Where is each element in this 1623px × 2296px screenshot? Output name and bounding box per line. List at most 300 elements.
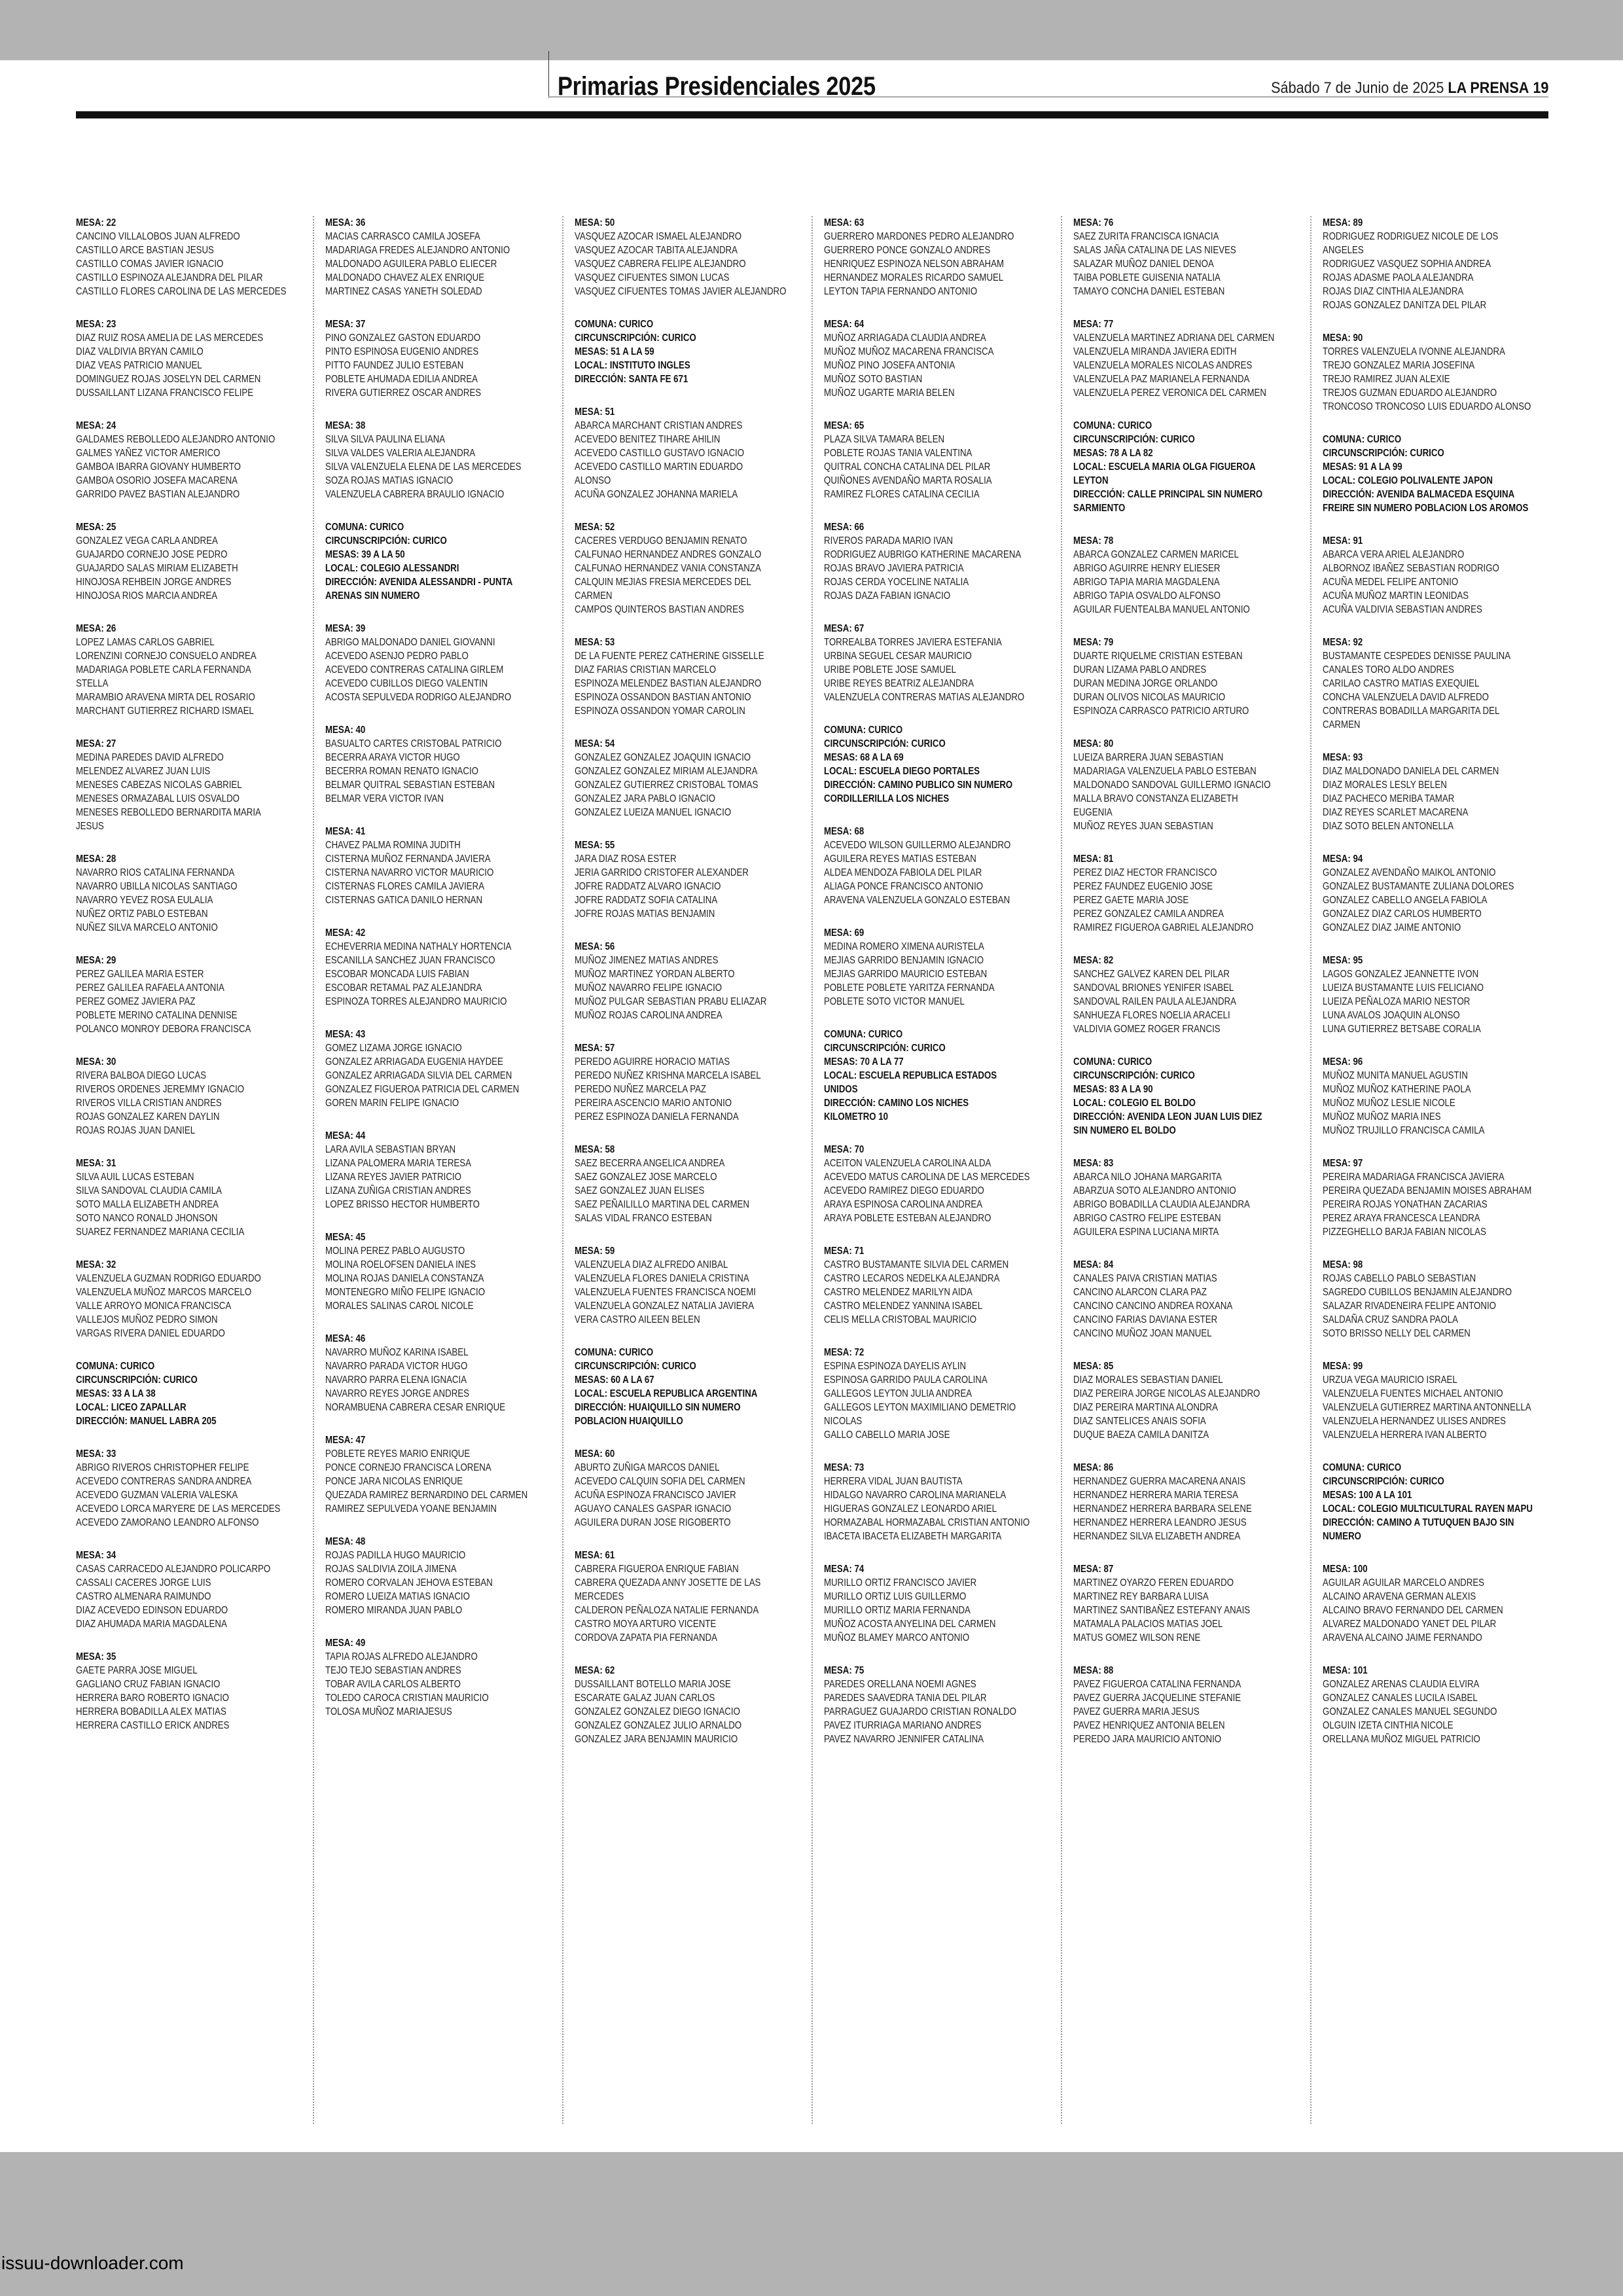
mesa-heading: MESA: 60 [575, 1448, 615, 1460]
mesa-heading: MESA: 70 [824, 1144, 865, 1155]
voter-name: HERNANDEZ HERRERA LEANDRO JESUS [1073, 1517, 1247, 1528]
mesa-block [575, 1244, 792, 1327]
voter-name: CONTRERAS BOBADILLA MARGARITA DEL [1323, 706, 1500, 717]
voter-name: SAEZ GONZALEZ JUAN ELISES [575, 1185, 705, 1196]
voter-name: GONZALEZ AVENDAÑO MAIKOL ANTONIO [1323, 867, 1496, 878]
location-line: COMUNA: CURICO [575, 319, 654, 330]
mesa-heading: MESA: 71 [824, 1246, 865, 1257]
voter-name: MARAMBIO ARAVENA MIRTA DEL ROSARIO [76, 692, 255, 703]
voter-name: NAVARRO PARRA ELENA IGNACIA [325, 1374, 467, 1386]
voter-name: VALLE ARROYO MONICA FRANCISCA [76, 1300, 232, 1312]
voter-name: CASTILLO ARCE BASTIAN JESUS [76, 245, 214, 256]
voter-name: PAVEZ GUERRA JACQUELINE STEFANIE [1073, 1693, 1241, 1704]
voter-name: GONZALEZ GONZALEZ DIEGO IGNACIO [575, 1706, 740, 1717]
mesa-block [76, 1650, 293, 1732]
column-separator [812, 216, 813, 2124]
voter-name: SANDOVAL BRIONES YENIFER ISABEL [1073, 982, 1234, 994]
mesa-block [1073, 1664, 1291, 1746]
voter-name: RODRIGUEZ VASQUEZ SOPHIA ANDREA [1323, 259, 1491, 270]
mesa-heading: MESA: 72 [824, 1347, 865, 1358]
voter-name: MUÑOZ BLAMEY MARCO ANTONIO [824, 1632, 970, 1643]
voter-name: ORELLANA MUÑOZ MIGUEL PATRICIO [1323, 1734, 1480, 1745]
voter-name: PEREDO NUÑEZ KRISHNA MARCELA ISABEL [575, 1070, 761, 1081]
mesa-heading: MESA: 54 [575, 738, 615, 749]
voter-name: VALENZUELA HERRERA IVAN ALBERTO [1323, 1429, 1487, 1441]
voter-name: ACUÑA MUÑOZ MARTIN LEONIDAS [1323, 590, 1469, 601]
mesa-heading: MESA: 97 [1323, 1158, 1363, 1169]
voter-name: PEREZ GAETE MARIA JOSE [1073, 895, 1189, 906]
mesa-block [76, 737, 293, 833]
voter-name: CALDERON PEÑALOZA NATALIE FERNANDA [575, 1605, 759, 1616]
voter-name: VALENZUELA FLORES DANIELA CRISTINA [575, 1273, 749, 1284]
location-line: MESAS: 51 A LA 59 [575, 346, 654, 357]
voter-name: MEJIAS GARRIDO BENJAMIN IGNACIO [824, 955, 984, 966]
voter-name: QUEZADA RAMIREZ BERNARDINO DEL CARMEN [325, 1490, 528, 1501]
location-line: CIRCUNSCRIPCIÓN: CURICO [824, 1043, 946, 1054]
voter-name: ROJAS GONZALEZ DANITZA DEL PILAR [1323, 300, 1487, 311]
voter-name: ACEVEDO ASENJO PEDRO PABLO [325, 651, 469, 662]
mesa-heading: MESA: 23 [76, 319, 116, 330]
voter-name: OLGUIN IZETA CINTHIA NICOLE [1323, 1720, 1454, 1731]
location-line: MESAS: 100 A LA 101 [1323, 1490, 1412, 1501]
mesa-block [575, 405, 792, 501]
voter-name: AGUILERA ESPINA LUCIANA MIRTA [1073, 1227, 1219, 1238]
voter-name: CANCINO FARIAS DAVIANA ESTER [1073, 1314, 1218, 1325]
mesa-block [1323, 954, 1540, 1036]
voter-name: CASTRO MELENDEZ MARILYN AIDA [824, 1287, 972, 1298]
voter-name: HERNANDEZ MORALES RICARDO SAMUEL [824, 272, 1004, 283]
voter-name: HERNANDEZ HERRERA MARIA TERESA [1073, 1490, 1238, 1501]
voter-name: HIDALGO NAVARRO CAROLINA MARIANELA [824, 1490, 1007, 1501]
mesa-heading: MESA: 30 [76, 1056, 116, 1067]
voter-name: AGUILERA REYES MATIAS ESTEBAN [824, 853, 976, 865]
voter-name: JARA DIAZ ROSA ESTER [575, 853, 677, 865]
voter-name: ABRIGO TAPIA OSVALDO ALFONSO [1073, 590, 1221, 601]
mesa-heading: MESA: 95 [1323, 955, 1363, 966]
voter-name: MUÑOZ UGARTE MARIA BELEN [824, 387, 955, 399]
voter-name: SOTO MALLA ELIZABETH ANDREA [76, 1199, 219, 1210]
voter-name: PINO GONZALEZ GASTON EDUARDO [325, 332, 481, 344]
voter-name: TAIBA POBLETE GUISENIA NATALIA [1073, 272, 1221, 283]
mesa-heading: MESA: 37 [325, 319, 366, 330]
column-separator [1061, 216, 1062, 2124]
mesa-block [1323, 1258, 1540, 1340]
location-line: ARENAS SIN NUMERO [325, 590, 420, 601]
voter-name: VALENZUELA MARTINEZ ADRIANA DEL CARMEN [1073, 332, 1275, 344]
voter-name: GALLEGOS LEYTON JULIA ANDREA [824, 1388, 972, 1399]
mesa-block [1323, 534, 1540, 617]
voter-name: SALAS VIDAL FRANCO ESTEBAN [575, 1213, 712, 1224]
voter-name: ACEVEDO CONTRERAS CATALINA GIRLEM [325, 664, 504, 675]
voter-name: ESCANILLA SANCHEZ JUAN FRANCISCO [325, 955, 495, 966]
mesa-heading: MESA: 40 [325, 725, 366, 736]
mesa-block [76, 1157, 293, 1239]
voter-name: HERRERA CASTILLO ERICK ANDRES [76, 1720, 230, 1731]
voter-name: ESPINOZA CARRASCO PATRICIO ARTURO [1073, 706, 1249, 717]
location-line: MESAS: 60 A LA 67 [575, 1374, 654, 1386]
voter-name: ALBORNOZ IBAÑEZ SEBASTIAN RODRIGO [1323, 563, 1499, 574]
voter-name: ROMERO LUEIZA MATIAS IGNACIO [325, 1591, 470, 1602]
mesa-heading: MESA: 83 [1073, 1158, 1114, 1169]
mesa-block [325, 1129, 543, 1211]
mesa-heading: MESA: 80 [1073, 738, 1114, 749]
location-line: LOCAL: ESCUELA MARIA OLGA FIGUEROA [1073, 461, 1256, 473]
mesa-block [824, 622, 1041, 704]
column-3 [575, 216, 791, 2127]
mesa-block [76, 317, 293, 400]
voter-name: LORENZINI CORNEJO CONSUELO ANDREA [76, 651, 257, 662]
voter-name: MACIAS CARRASCO CAMILA JOSEFA [325, 231, 480, 242]
voter-name: CONCHA VALENZUELA DAVID ALFREDO [1323, 692, 1489, 703]
voter-name: MARTINEZ OYARZO FEREN EDUARDO [1073, 1577, 1234, 1588]
voter-name: JESUS [76, 821, 104, 832]
voter-name: PEREIRA ROJAS YONATHAN ZACARIAS [1323, 1199, 1488, 1210]
location-line: LOCAL: COLEGIO ALESSANDRI [325, 563, 459, 574]
voter-name: MELENDEZ ALVAREZ JUAN LUIS [76, 766, 211, 777]
voter-name: SAEZ BECERRA ANGELICA ANDREA [575, 1158, 725, 1169]
mesa-block [1073, 1562, 1291, 1645]
voter-name: TREJOS GUZMAN EDUARDO ALEJANDRO [1323, 387, 1497, 399]
voter-name: ARAYA POBLETE ESTEBAN ALEJANDRO [824, 1213, 991, 1224]
mesa-block [1323, 1055, 1540, 1138]
voter-name: ACUÑA ESPINOZA FRANCISCO JAVIER [575, 1490, 736, 1501]
voter-name: MENESES ORMAZABAL LUIS OSVALDO [76, 793, 240, 804]
mesa-heading: MESA: 41 [325, 826, 366, 837]
voter-name: MATAMALA PALACIOS MATIAS JOEL [1073, 1619, 1223, 1630]
mesa-heading: MESA: 75 [824, 1665, 865, 1676]
voter-name: LUNA GUTIERREZ BETSABE CORALIA [1323, 1024, 1481, 1035]
voter-name: ACEVEDO MATUS CAROLINA DE LAS MERCEDES [824, 1172, 1030, 1183]
voter-name: ALONSO [575, 475, 611, 486]
mesa-heading: MESA: 99 [1323, 1361, 1363, 1372]
mesa-heading: MESA: 67 [824, 623, 865, 634]
voter-name: DOMINGUEZ ROJAS JOSELYN DEL CARMEN [76, 374, 261, 385]
mesa-heading: MESA: 94 [1323, 853, 1363, 865]
mesa-heading: MESA: 52 [575, 522, 615, 533]
voter-name: CALFUNAO HERNANDEZ ANDRES GONZALO [575, 549, 762, 560]
voter-name: ROJAS PADILLA HUGO MAURICIO [325, 1550, 466, 1561]
voter-name: MENESES REBOLLEDO BERNARDITA MARIA [76, 807, 261, 818]
mesa-heading: MESA: 25 [76, 522, 116, 533]
mesa-block [824, 216, 1041, 298]
voter-name: ESCOBAR RETAMAL PAZ ALEJANDRA [325, 982, 482, 994]
voter-name: SALAZAR RIVADENEIRA FELIPE ANTONIO [1323, 1300, 1496, 1312]
location-line: CIRCUNSCRIPCIÓN: CURICO [1323, 448, 1444, 459]
voter-name: ESCOBAR MONCADA LUIS FABIAN [325, 969, 469, 980]
voter-name: ALDEA MENDOZA FABIOLA DEL PILAR [824, 867, 982, 878]
voter-name: ACEVEDO CONTRERAS SANDRA ANDREA [76, 1476, 252, 1487]
voter-name: SILVA VALDES VALERIA ALEJANDRA [325, 448, 476, 459]
location-line: MESAS: 68 A LA 69 [824, 752, 904, 763]
voter-name: MURILLO ORTIZ FRANCISCO JAVIER [824, 1577, 977, 1588]
voter-name: GONZALEZ CABELLO ANGELA FABIOLA [1323, 895, 1488, 906]
voter-name: ANGELES [1323, 245, 1364, 256]
voter-name: MOLINA ROJAS DANIELA CONSTANZA [325, 1273, 484, 1284]
voter-name: ABRIGO RIVEROS CHRISTOPHER FELIPE [76, 1462, 249, 1473]
mesa-block [1073, 852, 1291, 935]
voter-name: CASTRO MELENDEZ YANNINA ISABEL [824, 1300, 983, 1312]
voter-name: ABARZUA SOTO ALEJANDRO ANTONIO [1073, 1185, 1236, 1196]
mesa-block [76, 1055, 293, 1138]
voter-name: JOFRE RADDATZ SOFIA CATALINA [575, 895, 718, 906]
voter-name: NUÑEZ ORTIZ PABLO ESTEBAN [76, 908, 208, 920]
mesa-block [325, 622, 543, 704]
voter-name: HIGUERAS GONZALEZ LEONARDO ARIEL [824, 1503, 997, 1515]
voter-name: AGUAYO CANALES GASPAR IGNACIO [575, 1503, 732, 1515]
mesa-block [824, 419, 1041, 501]
voter-name: CASTRO ALMENARA RAIMUNDO [76, 1591, 211, 1602]
mesa-block [575, 940, 792, 1022]
voter-name: ROJAS BRAVO JAVIERA PATRICIA [824, 563, 964, 574]
voter-name: ROMERO CORVALAN JEHOVA ESTEBAN [325, 1577, 493, 1588]
voter-name: HERRERA BARO ROBERTO IGNACIO [76, 1693, 229, 1704]
voter-name: PEREZ ESPINOZA DANIELA FERNANDA [575, 1111, 739, 1122]
voter-name: CALQUIN MEJIAS FRESIA MERCEDES DEL [575, 577, 751, 588]
voter-name: ROJAS DIAZ CINTHIA ALEJANDRA [1323, 286, 1464, 297]
mesa-block [1073, 954, 1291, 1036]
voter-name: RIVEROS ORDENES JEREMMY IGNACIO [76, 1084, 245, 1095]
voter-name: PAVEZ FIGUEROA CATALINA FERNANDA [1073, 1679, 1241, 1690]
voter-name: LUEIZA BARRERA JUAN SEBASTIAN [1073, 752, 1224, 763]
voter-name: ROJAS DAZA FABIAN IGNACIO [824, 590, 951, 601]
voter-name: CORDOVA ZAPATA PIA FERNANDA [575, 1632, 718, 1643]
voter-name: PLAZA SILVA TAMARA BELEN [824, 434, 945, 445]
mesa-heading: MESA: 32 [76, 1259, 116, 1270]
mesa-heading: MESA: 77 [1073, 319, 1114, 330]
voter-name: CASTILLO COMAS JAVIER IGNACIO [76, 259, 224, 270]
location-line: CIRCUNSCRIPCIÓN: CURICO [575, 1361, 696, 1372]
mesa-block [824, 1143, 1041, 1225]
voter-name: LIZANA PALOMERA MARIA TERESA [325, 1158, 471, 1169]
voter-name: MUÑOZ ACOSTA ANYELINA DEL CARMEN [824, 1619, 996, 1630]
mesa-heading: MESA: 62 [575, 1665, 615, 1676]
voter-name: DIAZ MORALES LESLY BELEN [1323, 780, 1447, 791]
voter-name: VASQUEZ CABRERA FELIPE ALEJANDRO [575, 259, 746, 270]
voter-name: PONCE CORNEJO FRANCISCA LORENA [325, 1462, 491, 1473]
voter-name: LOPEZ LAMAS CARLOS GABRIEL [76, 637, 215, 648]
voter-name: PITTO FAUNDEZ JULIO ESTEBAN [325, 360, 464, 371]
voter-name: MUÑOZ ROJAS CAROLINA ANDREA [575, 1010, 722, 1021]
voter-name: PAVEZ GUERRA MARIA JESUS [1073, 1706, 1200, 1717]
voter-name: DIAZ MALDONADO DANIELA DEL CARMEN [1323, 766, 1499, 777]
voter-name: MUÑOZ MUÑOZ LESLIE NICOLE [1323, 1098, 1455, 1109]
voter-name: ABARCA NILO JOHANA MARGARITA [1073, 1172, 1222, 1183]
voter-name: CASTRO BUSTAMANTE SILVIA DEL CARMEN [824, 1259, 1009, 1270]
location-line: DIRECCIÓN: CAMINO PUBLICO SIN NUMERO [824, 780, 1013, 791]
voter-name: GONZALEZ GONZALEZ JOAQUIN IGNACIO [575, 752, 751, 763]
mesa-block [575, 1447, 792, 1530]
voter-name: VALENZUELA MUÑOZ MARCOS MARCELO [76, 1287, 252, 1298]
voter-name: PEREDO AGUIRRE HORACIO MATIAS [575, 1056, 730, 1067]
location-line: COMUNA: CURICO [575, 1347, 654, 1358]
voter-name: ABARCA VERA ARIEL ALEJANDRO [1323, 549, 1465, 560]
voter-name: NICOLAS [824, 1416, 863, 1427]
polling-location-block [575, 317, 792, 386]
location-line: CIRCUNSCRIPCIÓN: CURICO [1073, 434, 1195, 445]
mesa-block [325, 825, 543, 907]
mesa-heading: MESA: 57 [575, 1043, 615, 1054]
voter-name: TREJO RAMIREZ JUAN ALEXIE [1323, 374, 1450, 385]
mesa-heading: MESA: 85 [1073, 1361, 1114, 1372]
mesa-block [325, 1433, 543, 1516]
voter-name: PEREZ GOMEZ JAVIERA PAZ [76, 996, 196, 1007]
voter-name: RAMIREZ FLORES CATALINA CECILIA [824, 489, 980, 500]
mesa-block [1073, 737, 1291, 833]
voter-name: PAREDES ORELLANA NOEMI AGNES [824, 1679, 976, 1690]
location-line: DIRECCIÓN: AVENIDA LEON JUAN LUIS DIEZ [1073, 1111, 1262, 1122]
voter-name: DIAZ PACHECO MERIBA TAMAR [1323, 793, 1455, 804]
voter-name: GUAJARDO SALAS MIRIAM ELIZABETH [76, 563, 238, 574]
location-line: DIRECCIÓN: CALLE PRINCIPAL SIN NUMERO [1073, 489, 1263, 500]
voter-name: MALDONADO CHAVEZ ALEX ENRIQUE [325, 272, 485, 283]
mesa-heading: MESA: 90 [1323, 332, 1363, 344]
voter-name: DIAZ PEREIRA MARTINA ALONDRA [1073, 1402, 1218, 1413]
mesa-block [76, 852, 293, 935]
mesa-heading: MESA: 33 [76, 1448, 116, 1460]
voter-name: CANCINO VILLALOBOS JUAN ALFREDO [76, 231, 240, 242]
voter-name: MUÑOZ MUNITA MANUEL AGUSTIN [1323, 1070, 1468, 1081]
voter-name: GONZALEZ JARA PABLO IGNACIO [575, 793, 716, 804]
location-line: MESAS: 91 A LA 99 [1323, 461, 1402, 473]
voter-name: MONTENEGRO MIÑO FELIPE IGNACIO [325, 1287, 486, 1298]
voter-name: VALLEJOS MUÑOZ PEDRO SIMON [76, 1314, 218, 1325]
voter-name: PEREZ GONZALEZ CAMILA ANDREA [1073, 908, 1224, 920]
mesa-block [325, 216, 543, 298]
voter-name: VALENZUELA PAZ MARIANELA FERNANDA [1073, 374, 1250, 385]
voter-name: DURAN LIZAMA PABLO ANDRES [1073, 664, 1207, 675]
voter-name: SANCHEZ GALVEZ KAREN DEL PILAR [1073, 969, 1230, 980]
mesa-block [575, 1041, 792, 1124]
voter-name: TAPIA ROJAS ALFREDO ALEJANDRO [325, 1651, 478, 1662]
voter-name: ARAVENA VALENZUELA GONZALO ESTEBAN [824, 895, 1010, 906]
voter-name: BUSTAMANTE CESPEDES DENISSE PAULINA [1323, 651, 1511, 662]
voter-name: VALENZUELA CABRERA BRAULIO IGNACIO [325, 489, 505, 500]
voter-name: ROJAS ADASME PAOLA ALEJANDRA [1323, 272, 1474, 283]
voter-name: MADARIAGA FREDES ALEJANDRO ANTONIO [325, 245, 510, 256]
voter-name: EUGENIA [1073, 807, 1113, 818]
voter-name: ABRIGO TAPIA MARIA MAGDALENA [1073, 577, 1220, 588]
voter-name: NAVARRO YEVEZ ROSA EULALIA [76, 895, 213, 906]
voter-name: ACEITON VALENZUELA CAROLINA ALDA [824, 1158, 991, 1169]
voter-name: ABURTO ZUÑIGA MARCOS DANIEL [575, 1462, 720, 1473]
location-line: DIRECCIÓN: AVENIDA BALMACEDA ESQUINA [1323, 489, 1515, 500]
watermark-footer: issuu-downloader.com [1, 2253, 184, 2273]
mesa-heading: MESA: 79 [1073, 637, 1114, 648]
voter-name: VALENZUELA GUZMAN RODRIGO EDUARDO [76, 1273, 261, 1284]
voter-name: ALCAINO BRAVO FERNANDO DEL CARMEN [1323, 1605, 1503, 1616]
voter-name: HERRERA BOBADILLA ALEX MATIAS [76, 1706, 226, 1717]
mesa-heading: MESA: 73 [824, 1462, 865, 1473]
voter-name: JOFRE RADDATZ ALVARO IGNACIO [575, 881, 721, 892]
mesa-block [325, 1535, 543, 1617]
voter-name: URIBE POBLETE JOSE SAMUEL [824, 664, 957, 675]
voter-name: ESPINOZA OSSANDON YOMAR CAROLIN [575, 706, 745, 717]
location-line: SIN NUMERO EL BOLDO [1073, 1125, 1176, 1136]
voter-name: VALENZUELA PEREZ VERONICA DEL CARMEN [1073, 387, 1266, 399]
voter-name: DE LA FUENTE PEREZ CATHERINE GISSELLE [575, 651, 764, 662]
voter-name: MALDONADO SANDOVAL GUILLERMO IGNACIO [1073, 780, 1271, 791]
voter-name: GONZALEZ GUTIERREZ CRISTOBAL TOMAS [575, 780, 758, 791]
voter-name: VERA CASTRO AILEEN BELEN [575, 1314, 700, 1325]
mesa-block [325, 317, 543, 400]
location-line: CIRCUNSCRIPCIÓN: CURICO [575, 332, 696, 344]
location-line: COMUNA: CURICO [1073, 420, 1152, 431]
mesa-heading: MESA: 91 [1323, 535, 1363, 547]
location-line: NUMERO [1323, 1531, 1361, 1542]
mesa-block [575, 737, 792, 819]
voter-name: ACEVEDO RAMIREZ DIEGO EDUARDO [824, 1185, 984, 1196]
voter-name: NAVARRO PARADA VICTOR HUGO [325, 1361, 468, 1372]
mesa-block [325, 723, 543, 806]
mesa-block [1323, 751, 1540, 833]
voter-name: ROJAS GONZALEZ KAREN DAYLIN [76, 1111, 220, 1122]
voter-name: NAVARRO REYES JORGE ANDRES [325, 1388, 469, 1399]
voter-name: MUÑOZ MUÑOZ MACARENA FRANCISCA [824, 346, 994, 357]
voter-name: GONZALEZ DIAZ CARLOS HUMBERTO [1323, 908, 1482, 920]
voter-name: POLANCO MONROY DEBORA FRANCISCA [76, 1024, 251, 1035]
voter-name: CARMEN [1323, 719, 1361, 730]
voter-name: VALENZUELA MIRANDA JAVIERA EDITH [1073, 346, 1237, 357]
voter-name: HINOJOSA REHBEIN JORGE ANDRES [76, 577, 232, 588]
date: Sábado 7 de Junio de 2025 [1270, 79, 1444, 97]
voter-name: PIZZEGHELLO BARJA FABIAN NICOLAS [1323, 1227, 1486, 1238]
mesa-heading: MESA: 96 [1323, 1056, 1363, 1067]
location-line: POBLACION HUAIQUILLO [575, 1416, 683, 1427]
mesa-heading: MESA: 86 [1073, 1462, 1114, 1473]
voter-name: RAMIREZ FIGUEROA GABRIEL ALEJANDRO [1073, 922, 1254, 933]
voter-name: NAVARRO RIOS CATALINA FERNANDA [76, 867, 235, 878]
polling-location-block [1323, 1461, 1540, 1543]
voter-name: MUÑOZ JIMENEZ MATIAS ANDRES [575, 955, 719, 966]
voter-name: GAETE PARRA JOSE MIGUEL [76, 1665, 198, 1676]
mesa-heading: MESA: 89 [1323, 217, 1363, 228]
voter-name: AGUILAR AGUILAR MARCELO ANDRES [1323, 1577, 1485, 1588]
mesa-block [76, 419, 293, 501]
mesa-heading: MESA: 76 [1073, 217, 1114, 228]
voter-name: MENESES CABEZAS NICOLAS GABRIEL [76, 780, 242, 791]
mesa-block [1323, 1157, 1540, 1239]
mesa-heading: MESA: 64 [824, 319, 865, 330]
mesa-heading: MESA: 58 [575, 1144, 615, 1155]
voter-name: HERNANDEZ SILVA ELIZABETH ANDREA [1073, 1531, 1241, 1542]
mesa-heading: MESA: 42 [325, 927, 366, 939]
mesa-block [1323, 1664, 1540, 1746]
mesa-block [1323, 1562, 1540, 1645]
voter-name: GONZALEZ BUSTAMANTE ZULIANA DOLORES [1323, 881, 1514, 892]
mesa-block [1323, 852, 1540, 935]
mesa-block [575, 520, 792, 617]
location-line: LOCAL: COLEGIO EL BOLDO [1073, 1098, 1196, 1109]
voter-name: URBINA SEGUEL CESAR MAURICIO [824, 651, 972, 662]
mesa-block [76, 1258, 293, 1340]
voter-name: HENRIQUEZ ESPINOZA NELSON ABRAHAM [824, 259, 1005, 270]
polling-location-block [76, 1359, 293, 1428]
mesa-heading: MESA: 81 [1073, 853, 1114, 865]
voter-name: ESPINOZA MELENDEZ BASTIAN ALEJANDRO [575, 678, 762, 689]
location-line: CIRCUNSCRIPCIÓN: CURICO [1323, 1476, 1444, 1487]
voter-name: PEREZ GALILEA MARIA ESTER [76, 969, 204, 980]
voter-name: DIAZ PEREIRA JORGE NICOLAS ALEJANDRO [1073, 1388, 1260, 1399]
voter-name: GAMBOA IBARRA GIOVANY HUMBERTO [76, 461, 241, 473]
voter-name: ARAVENA ALCAINO JAIME FERNANDO [1323, 1632, 1482, 1643]
voter-name: RODRIGUEZ RODRIGUEZ NICOLE DE LOS [1323, 231, 1499, 242]
voter-name: DIAZ ACEVEDO EDINSON EDUARDO [76, 1605, 228, 1616]
voter-name: ESPINOZA TORRES ALEJANDRO MAURICIO [325, 996, 507, 1007]
voter-name: MUÑOZ PINO JOSEFA ANTONIA [824, 360, 955, 371]
voter-name: MALDONADO AGUILERA PABLO ELIECER [325, 259, 497, 270]
voter-name: DIAZ VEAS PATRICIO MANUEL [76, 360, 202, 371]
mesa-block [575, 838, 792, 921]
